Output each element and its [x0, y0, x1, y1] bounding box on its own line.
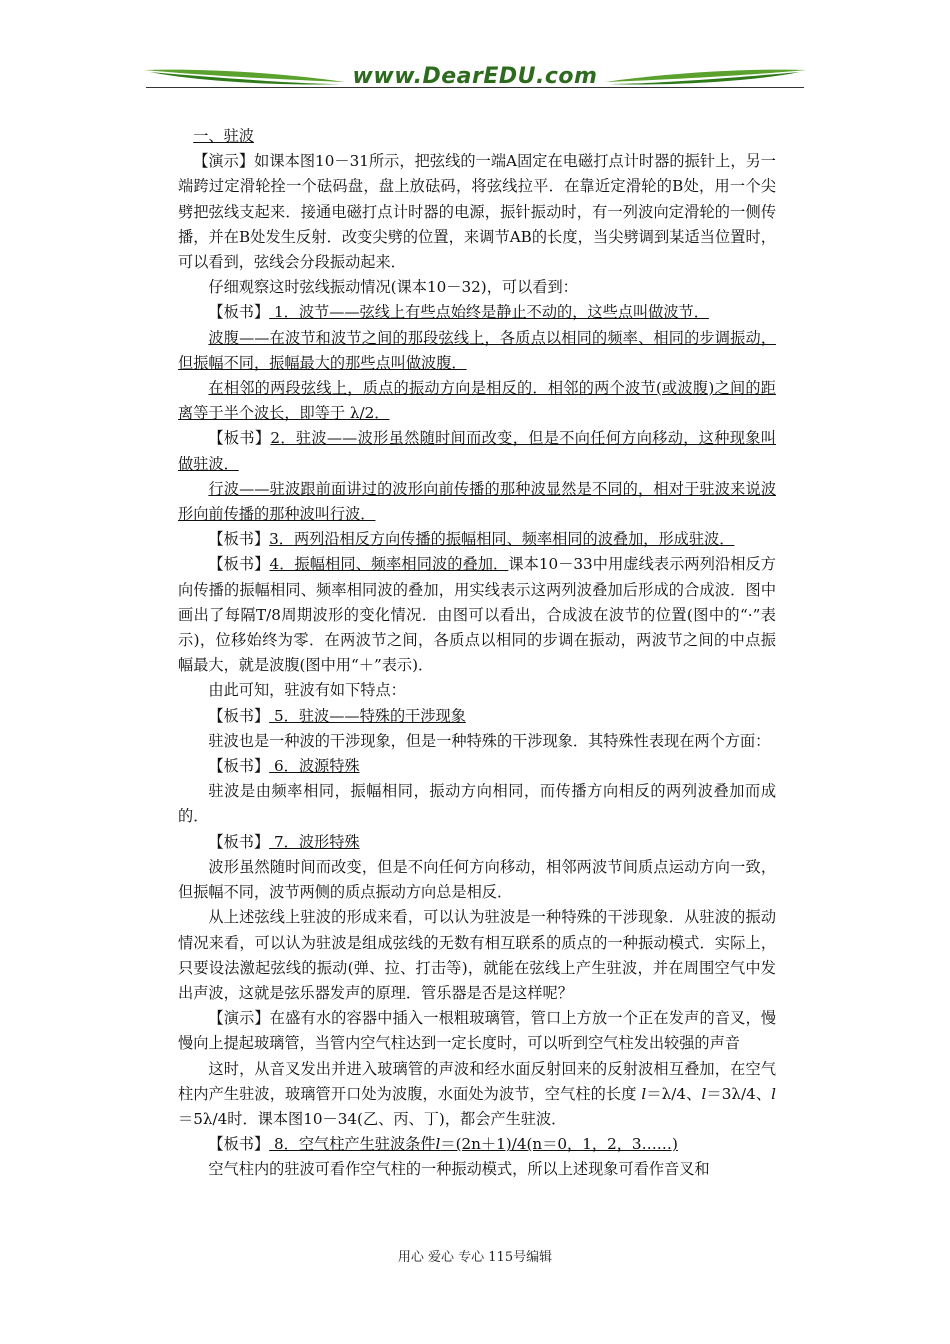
paragraph: 这时，从音叉发出并进入玻璃管的声波和经水面反射回来的反射波相互叠加，在空气柱内产生驻波，玻璃管开口处为波腹，水面处为波节，空气柱的长度 l＝λ/4、l＝3λ/4、l＝5λ/4时．课本图10－34(乙、丙、丁)，都会产生驻波． [178, 1059, 776, 1128]
paragraph: 行波——驻波跟前面讲过的波形向前传播的那种波显然是不同的，相对于驻波来说波形向前传播的那种波叫行波． [178, 479, 776, 524]
board-note-2: 【板书】2．驻波——波形虽然随时间而改变，但是不向任何方向移动，这种现象叫做驻波． [178, 429, 776, 473]
section-title: 一、驻波 [193, 127, 254, 145]
paragraph: 空气柱内的驻波可看作空气柱的一种振动模式，所以上述现象可看作音叉和 [208, 1160, 710, 1179]
paragraph: 由此可知，驻波有如下特点： [208, 681, 406, 700]
paragraph: 从上述弦线上驻波的形成来看，可以认为驻波是一种特殊的干涉现象．从驻波的振动情况来看，可以认为驻波是组成弦线的无数有相互联系的质点的一种振动模式．实际上，只要设法激起弦线的振动(弹、拉、打击等)，就能在弦线上产生驻波，并在周围空气中发出声波，这就是弦乐器发声的原理．管乐器是否是这样呢？ [178, 908, 776, 1002]
demo-tag: 【演示】 [193, 152, 255, 171]
paragraph: 在相邻的两段弦线上，质点的振动方向是相反的．相邻的两个波节(或波腹)之间的距离等于半个波长，即等于 λ/2． [178, 379, 776, 423]
board-note-1: 【板书】 1．波节——弦线上有些点始终是静止不动的，这些点叫做波节． [208, 303, 709, 322]
paragraph: 【演示】如课本图10－31所示，把弦线的一端A固定在电磁打点计时器的振针上，另一端跨过定滑轮拴一个砝码盘，盘上放砝码，将弦线拉平．在靠近定滑轮的B处，用一个尖劈把弦线支起来．接通电磁打点计时器的电源，振针振动时，有一列波向定滑轮的一侧传播，并在B处发生反射．改变尖劈的位置，来调节AB的长度，当尖劈调到某适当位置时，可以看到，弦线会分段振动起来． [178, 152, 776, 272]
header-rule [146, 87, 804, 88]
demo-tag: 【演示】 [208, 1009, 270, 1028]
paragraph: 仔细观察这时弦线振动情况(课本10－32)，可以看到： [208, 278, 578, 297]
board-note-3: 【板书】3．两列沿相反方向传播的振幅相同、频率相同的波叠加，形成驻波． [208, 530, 735, 549]
site-header [140, 60, 810, 96]
board-note-7: 【板书】 7．波形特殊 [208, 832, 360, 851]
paragraph: 驻波也是一种波的干涉现象，但是一种特殊的干涉现象．其特殊性表现在两个方面： [208, 731, 771, 750]
board-note-5: 【板书】 5．驻波——特殊的干涉现象 [208, 706, 466, 725]
paragraph: 波形虽然随时间而改变，但是不向任何方向移动，相邻两波节间质点运动方向一致，但振幅不同，波节两侧的质点振动方向总是相反． [178, 857, 776, 902]
paragraph: 波腹——在波节和波节之间的那段弦线上，各质点以相同的频率、相同的步调振动，但振幅不同，振幅最大的那些点叫做波腹． [178, 328, 776, 372]
board-note-8: 【板书】 8．空气柱产生驻波条件l＝(2n＋1)/4(n＝0，1，2，3……) [208, 1135, 678, 1154]
board-note-6: 【板书】 6．波源特殊 [208, 757, 360, 776]
paragraph: 驻波是由频率相同，振幅相同，振动方向相同，而传播方向相反的两列波叠加而成的． [178, 782, 776, 826]
site-logo-text[interactable]: www.DearEDU.com [352, 64, 598, 89]
page-footer: 用心 爱心 专心 115号编辑 [397, 1250, 553, 1265]
document-body [178, 124, 776, 1183]
paragraph: 【演示】在盛有水的容器中插入一根粗玻璃管，管口上方放一个正在发声的音叉，慢慢向上提起玻璃管，当管内空气柱达到一定长度时，可以听到空气柱发出较强的声音 [178, 1009, 777, 1053]
board-note-4: 【板书】4．振幅相同、频率相同波的叠加．课本10－33中用虚线表示两列沿相反方向传播的振幅相同、频率相同波的叠加，用实线表示这两列波叠加后形成的合成波．图中画出了每隔T/8周期波形的变化情况．由图可以看出，合成波在波节的位置(图中的“·”表示)，位移始终为零．在两波节之间，各质点以相同的步调在振动，两波节之间的中点振幅最大，就是波腹(图中用“＋”表示)． [178, 555, 776, 675]
